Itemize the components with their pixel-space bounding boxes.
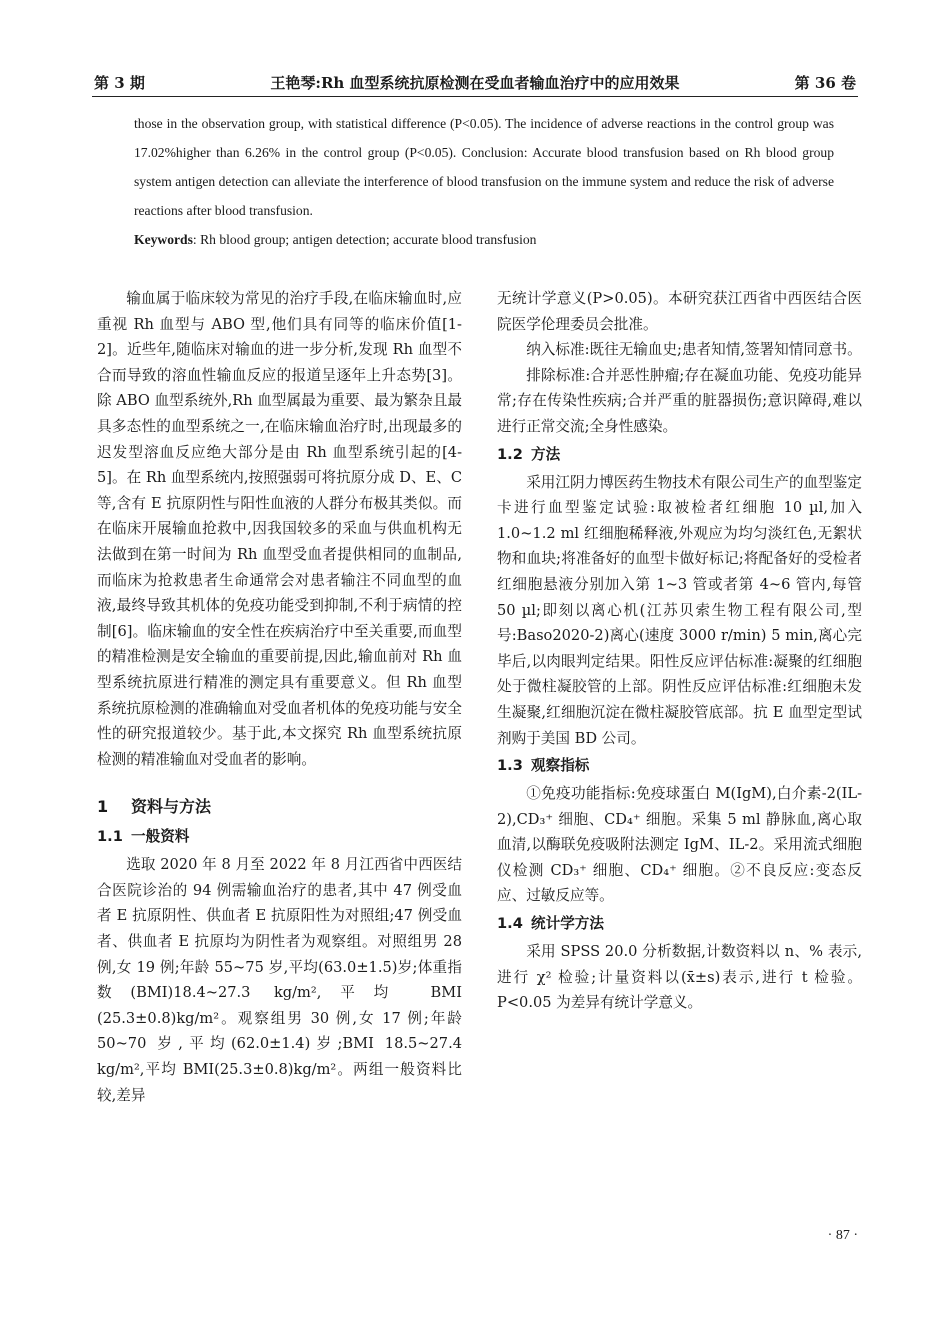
section-1-4-title: 统计学方法 — [531, 915, 604, 933]
section-1-heading — [97, 794, 462, 820]
section-1-4-text: 采用 SPSS 20.0 分析数据,计数资料以 n、% 表示,进行 χ² 检验;计量资料以(x̄±s)表示,进行 t 检验。P<0.05 为差异有统计学意义。 — [497, 943, 862, 1012]
intro-paragraph: 输血属于临床较为常见的治疗手段,在临床输血时,应重视 Rh 血型与 ABO 型,他们具有同等的临床价值[1-2]。近些年,随临床对输血的进一步分析,发现 Rh 血型不合而导致的溶血性输血反应的报道呈逐年上升态势[3]。除 ABO 血型系统外,Rh 血型属最为重要、最为繁杂且最具多态性的血型系统之一,在临床输血治疗时,出现最多的迟发型溶血反应绝大部分是由 Rh 血型系统引起的[4-5]。在 Rh 血型系统内,按照强弱可将抗原分成 D、E、C 等,含有 E 抗原阴性与阳性血液的人群分布极其类似。而在临床开展输血抢救中,因我国较多的采血与供血机构无法做到在第一时间为 Rh 血型受血者提供相同的血制品,而临床为抢救患者生命通常会对患者输注不同血型的血液,最终导致其机体的免疫功能受到抑制,不利于病情的控制[6]。临床输血的安全性在疾病治疗中至关重要,而血型的精准检测是安全输血的重要前提,因此,输血前对 Rh 血型系统抗原进行精准的测定具有重要意义。但 Rh 血型系统抗原检测的准确输血对受血者机体的免疫功能与安全性的研究报道较少。基于此,本文探究 Rh 血型系统抗原检测的精准输血对受血者的影响。 — [97, 290, 462, 768]
running-header — [92, 66, 858, 97]
keywords-label: Keywords — [134, 232, 193, 247]
running-title: 王艳琴:Rh 血型系统抗原检测在受血者输血治疗中的应用效果 — [270, 74, 680, 92]
section-1-3-heading — [497, 753, 862, 779]
section-1-1-number: 1.1 — [97, 828, 123, 846]
keywords-line — [134, 225, 834, 254]
section-1-1-text: 选取 2020 年 8 月至 2022 年 8 月江西省中西医结合医院诊治的 94 例需输血治疗的患者,其中 47 例受血者 E 抗原阴性、供血者 E 抗原阳性为对照组;47 例受血者、供血者 E 抗原均为阴性者为观察组。对照组男 28 例,女 19 例;年龄 55~75 岁,平均(63.0±1.5)岁;体重指数(BMI)18.4~27.3 kg/m²,平均 BMI (25.3±0.8)kg/m²。观察组男 30 例,女 17 例;年龄 50~70 岁,平均(62.0±1.4)岁;BMI 18.5~27.4 kg/m²,平均 BMI(25.3±0.8)kg/m²。两组一般资料比较,差异 — [97, 856, 462, 1104]
section-1-3-text: ①免疫功能指标:免疫球蛋白 M(IgM),白介素-2(IL-2),CD₃⁺ 细胞、CD₄⁺ 细胞。采集 5 ml 静脉血,离心取血清,以酶联免疫吸附法测定 IgM、IL-2。采用流式细胞仪检测 CD₃⁺ 细胞、CD₄⁺ 细胞。②不良反应:变态反应、过敏反应等。 — [497, 785, 862, 905]
issue-number: 第 3 期 — [94, 74, 145, 92]
section-1-number: 1 — [97, 797, 109, 817]
exclusion-criteria: 排除标准:合并恶性肿瘤;存在凝血功能、免疫功能异常;存在传染性疾病;合并严重的脏器损伤;意识障碍,难以进行正常交流;全身性感染。 — [497, 366, 862, 435]
section-1-2-number: 1.2 — [497, 445, 523, 463]
inclusion-criteria: 纳入标准:既往无输血史;患者知情,签署知情同意书。 — [526, 341, 862, 359]
section-1-3-title: 观察指标 — [531, 757, 590, 775]
section-1-3-number: 1.3 — [497, 757, 523, 775]
section-1-2-heading — [497, 442, 862, 468]
section-1-1-heading — [97, 824, 462, 850]
section-1-4-heading — [497, 911, 862, 937]
left-column — [97, 286, 462, 1108]
section-1-title: 资料与方法 — [131, 797, 212, 817]
page-number: · 87 · — [827, 1228, 858, 1243]
section-1-4-number: 1.4 — [497, 915, 523, 933]
section-1-1-title: 一般资料 — [131, 828, 190, 846]
section-1-2-title: 方法 — [531, 445, 561, 463]
abstract-text: those in the observation group, with statistical difference (P<0.05). The incidence of adverse reactions in the control group was 17.02%higher than 6.26% in the control group (P<0.05). Conclusion: Accurate blood transfusion based on Rh blood group system antigen detection can alleviate the interference of blood transfusion on the immune system and reduce the risk of adverse reactions after blood transfusion. — [134, 116, 834, 218]
english-abstract — [134, 109, 834, 254]
section-1-2-text: 采用江阴力博医药生物技术有限公司生产的血型鉴定卡进行血型鉴定试验:取被检者红细胞 10 µl,加入 1.0~1.2 ml 红细胞稀释液,外观应为均匀淡红色,无絮状物和血块;将准备好的血型卡做好标记;将配备好的受检者红细胞悬液分别加入第 1~3 管或者第 4~6 管内,每管 50 µl;即刻以离心机(江苏贝索生物工程有限公司,型号:Baso2020-2)离心(速度 3000 r/min) 5 min,离心完毕后,以肉眼判定结果。阳性反应评估标准:凝聚的红细胞处于微柱凝胶管的上部。阴性反应评估标准:红细胞未发生凝聚,红细胞沉淀在微柱凝胶管底部。抗 E 血型定型试剂购于美国 BD 公司。 — [497, 473, 862, 747]
right-column — [497, 286, 862, 1016]
volume-number: 第 36 卷 — [794, 74, 856, 92]
continued-text: 无统计学意义(P>0.05)。本研究获江西省中西医结合医院医学伦理委员会批准。 — [497, 290, 862, 333]
keywords-text: : Rh blood group; antigen detection; accurate blood transfusion — [192, 232, 537, 247]
